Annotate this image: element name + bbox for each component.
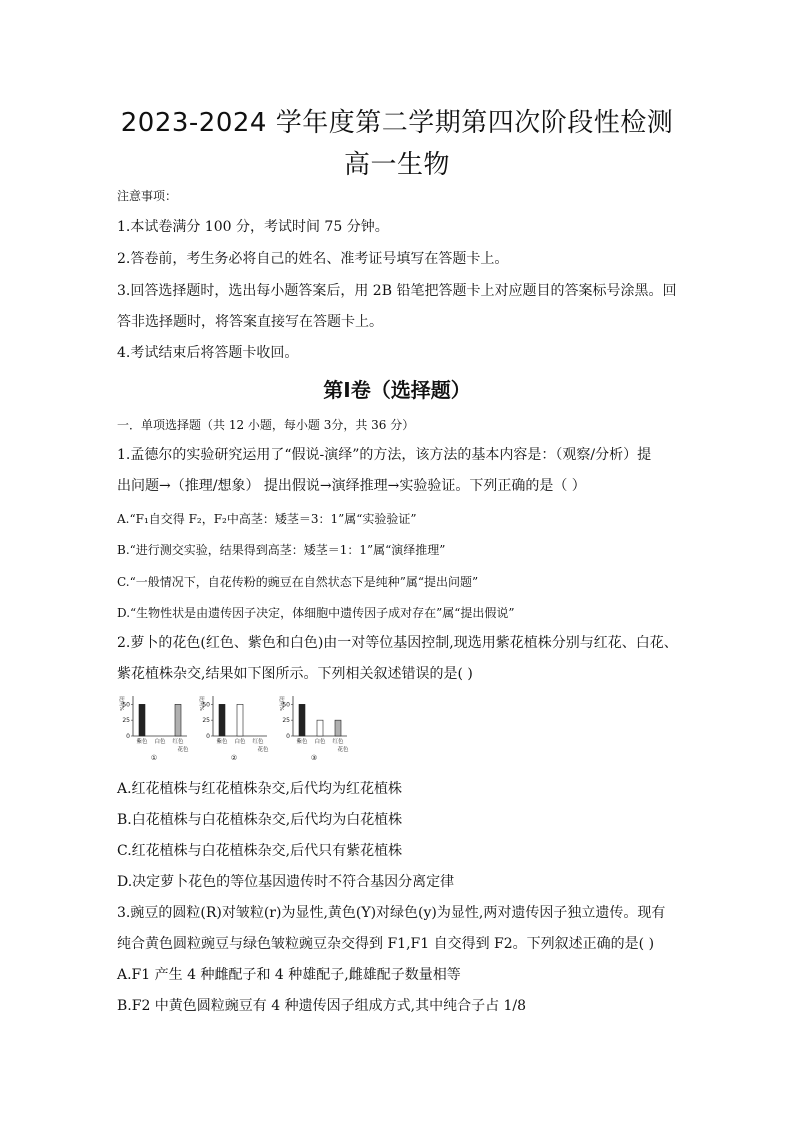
bar-紫色	[299, 704, 305, 736]
question-2-option-b: B.白花植株与白花植株杂交,后代均为白花植株	[117, 812, 403, 828]
y-tick-label: 50	[202, 701, 210, 709]
bar-紫色	[219, 704, 225, 736]
bar-红色	[335, 720, 341, 736]
panel-label: ②	[230, 754, 238, 762]
notice-item: 4.考试结束后将答题卡收回。	[117, 345, 299, 361]
question-3-option-b: B.F2 中黄色圆粒豌豆有 4 种遗传因子组成方式,其中纯合子占 1/8	[117, 998, 527, 1014]
y-axis-label: 比例%	[278, 696, 284, 711]
question-1-stem-cont: 出问题→（推理/想象） 提出假说→演绎推理→实验验证。下列正确的是（ ）	[117, 478, 586, 494]
panel-label: ③	[310, 754, 318, 762]
question-3-stem: 3.豌豆的圆粒(R)对皱粒(r)为显性,黄色(Y)对绿色(y)为显性,两对遗传因子独立遗传。现有	[117, 905, 666, 921]
y-tick-label: 0	[206, 733, 210, 740]
question-2-option-a: A.红花植株与红花植株杂交,后代均为红花植株	[117, 781, 403, 797]
exam-subtitle: 高一生物	[343, 150, 450, 180]
bar-白色	[237, 704, 243, 736]
notice-item: 1.本试卷满分 100 分，考试时间 75 分钟。	[117, 219, 389, 235]
x-tick-label: 红色	[172, 739, 184, 745]
x-tick-label: 白色	[314, 739, 326, 745]
bar-chart-2	[197, 690, 273, 766]
section-title: 第Ⅰ卷（选择题）	[323, 378, 471, 402]
x-tick-label: 红色	[332, 739, 344, 745]
y-tick-label: 25	[282, 717, 290, 725]
panel-label: ①	[150, 754, 158, 762]
notice-item: 2.答卷前，考生务必将自己的姓名、准考证号填写在答题卡上。	[117, 251, 509, 267]
bar-chart-1	[117, 690, 193, 766]
notice-item: 3.回答选择题时，选出每小题答案后，用 2B 铅笔把答题卡上对应题目的答案标号涂黑。回	[117, 283, 677, 299]
question-1-option-d: D.“生物性状是由遗传因子决定，体细胞中遗传因子成对存在”属“提出假说”	[117, 606, 515, 620]
y-axis-label: 比例%	[118, 696, 124, 711]
section-subtitle: 一．单项选择题（共 12 小题，每小题 3分，共 36 分）	[117, 418, 415, 432]
question-1-stem: 1.孟德尔的实验研究运用了“假说-演绎”的方法，该方法的基本内容是：（观察/分析）提	[117, 447, 652, 463]
x-tick-label: 紫色	[216, 739, 228, 745]
x-axis-label: 花色	[177, 747, 189, 753]
bar-红色	[175, 704, 181, 736]
question-2-figure	[117, 690, 357, 766]
question-2-stem: 2.萝卜的花色(红色、紫色和白色)由一对等位基因控制,现选用紫花植株分别与红花、白花、	[117, 635, 678, 651]
y-tick-label: 0	[126, 733, 130, 740]
question-2-option-c: C.红花植株与白花植株杂交,后代只有紫花植株	[117, 843, 403, 859]
y-tick-label: 50	[122, 701, 130, 709]
bar-chart-3	[277, 690, 353, 766]
question-3-stem-cont: 纯合黄色圆粒豌豆与绿色皱粒豌豆杂交得到 F1,F1 自交得到 F2。下列叙述正确的是( )	[117, 936, 655, 952]
x-tick-label: 红色	[252, 739, 264, 745]
bar-紫色	[139, 704, 145, 736]
x-axis-label: 花色	[257, 747, 269, 753]
x-tick-label: 白色	[154, 739, 166, 745]
x-tick-label: 白色	[234, 739, 246, 745]
question-1-option-c: C.“一般情况下，自花传粉的豌豆在自然状态下是纯种”属“提出问题”	[117, 575, 479, 589]
notice-item: 答非选择题时，将答案直接写在答题卡上。	[117, 314, 383, 330]
x-axis-label: 花色	[337, 747, 349, 753]
bar-白色	[317, 720, 323, 736]
y-tick-label: 25	[122, 717, 130, 725]
notice-heading: 注意事项：	[117, 189, 178, 203]
x-tick-label: 紫色	[296, 739, 308, 745]
y-tick-label: 25	[202, 717, 210, 725]
exam-title: 2023-2024 学年度第二学期第四次阶段性检测	[120, 108, 674, 138]
x-tick-label: 紫色	[136, 739, 148, 745]
question-3-option-a: A.F1 产生 4 种雌配子和 4 种雄配子,雌雄配子数量相等	[117, 967, 461, 983]
question-2-stem-cont: 紫花植株杂交,结果如下图所示。下列相关叙述错误的是( )	[117, 666, 473, 682]
question-1-option-a: A.“F₁自交得 F₂，F₂中高茎：矮茎＝3：1”属“实验验证”	[117, 512, 417, 526]
y-tick-label: 50	[282, 701, 290, 709]
y-axis-label: 比例%	[198, 696, 204, 711]
y-tick-label: 0	[286, 733, 290, 740]
question-2-option-d: D.决定萝卜花色的等位基因遗传时不符合基因分离定律	[117, 874, 455, 890]
question-1-option-b: B.“进行测交实验，结果得到高茎：矮茎＝1：1”属“演绎推理”	[117, 543, 446, 557]
